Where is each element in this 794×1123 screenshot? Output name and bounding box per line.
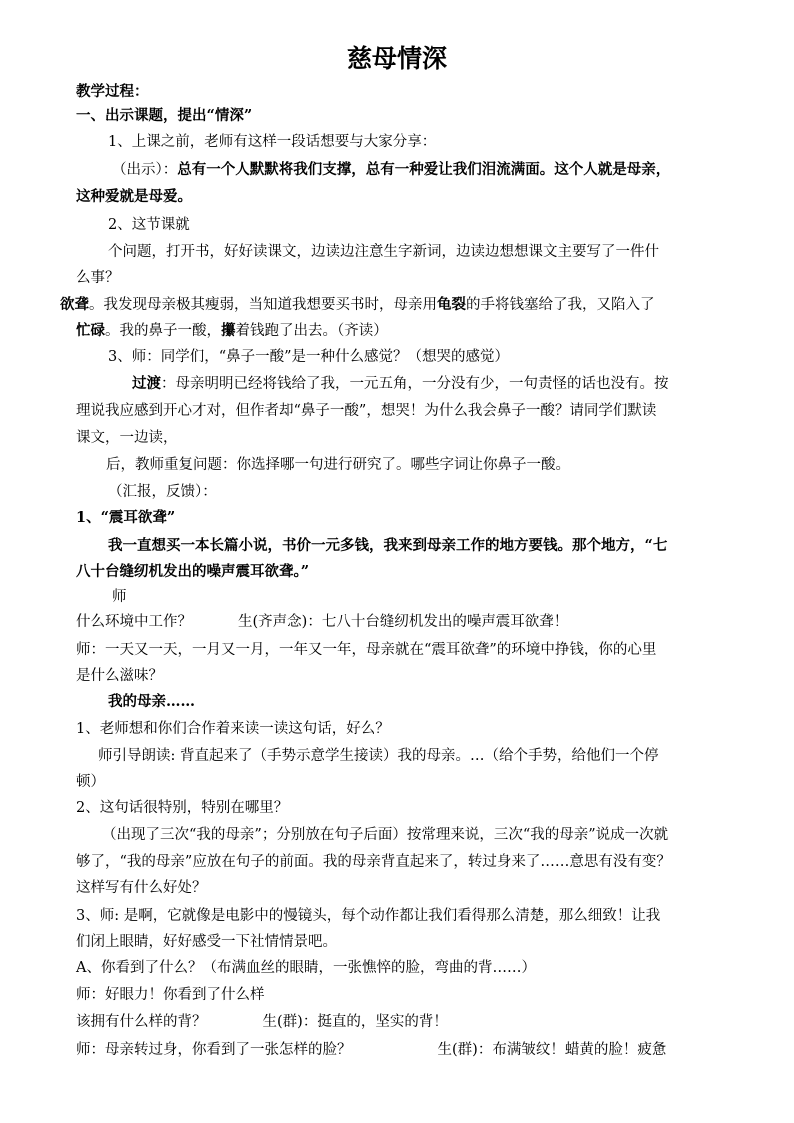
paragraph-line <box>132 374 669 394</box>
keyword: 忙碌 <box>76 322 105 339</box>
paragraph-line: 师引导朗读: 背直起来了（手势示意学生接读）我的母亲。…（给个手势，给他们一个停 <box>98 748 659 764</box>
paragraph-line: 我的母亲…… <box>108 693 195 710</box>
paragraph-line: 师：好眼力！你看到了什么样 <box>76 987 265 1003</box>
paragraph-line: 3、师: 是啊，它就像是电影中的慢镜头，每个动作都让我们看得那么清楚，那么细致！让我 <box>76 908 661 924</box>
paragraph-line <box>76 321 388 341</box>
text-span: 的手将钱塞给了我，又陷入了 <box>466 297 655 313</box>
paragraph-line: 么事？ <box>76 270 120 286</box>
document-title: 慈母情深 <box>346 44 447 73</box>
paragraph-line: 2、这句话很特别，特别在哪里？ <box>76 800 289 816</box>
prefix-label: 过渡 <box>132 375 161 392</box>
paragraph-line <box>76 1012 448 1032</box>
section-heading: 教学过程： <box>76 83 149 100</box>
paragraph-line: 1、上课之前，老师有这样一段话想要与大家分享： <box>108 134 437 150</box>
paragraph-line: 是什么滋味？ <box>76 668 163 684</box>
paragraph-line: 八十台缝纫机发出的噪声震耳欲聋。” <box>76 563 310 580</box>
paragraph-line: （出现了三次“我的母亲”；分别放在句子后面）按常理来说，三次“我的母亲”说成一次就 <box>102 827 669 843</box>
paragraph-line <box>112 160 670 180</box>
keyword: 攥 <box>221 322 236 339</box>
section-heading: 一、出示课题，提出“情深” <box>76 107 253 124</box>
paragraph-line: 1、老师想和你们合作着来读一读这句话，好么？ <box>76 721 390 737</box>
text-span: 着钱跑了出去。（齐读） <box>235 323 388 339</box>
text-span: 师：母亲转过身，你看到了一张怎样的脸？ <box>76 1042 352 1058</box>
paragraph-line: 我一直想买一本长篇小说，书价一元多钱，我来到母亲工作的地方要钱。那个地方，“七 <box>108 537 668 554</box>
paragraph-line: 们闭上眼睛，好好感受一下社情情景吧。 <box>76 934 337 950</box>
text-span: 生(群)：布满皱纹！蜡黄的脸！疲惫 <box>437 1042 667 1058</box>
paragraph-line: 后，教师重复问题：你选择哪一句进行研究了。哪些字词让你鼻子一酸。 <box>106 457 570 473</box>
paragraph-line: 顿） <box>76 774 105 790</box>
paragraph-line: 师：一天又一天，一月又一月，一年又一年，母亲就在“震耳欲聋”的环境中挣钱，你的心里 <box>76 642 657 658</box>
paragraph-line: 这样写有什么好处？ <box>76 880 207 896</box>
keyword: 欲聋 <box>60 296 89 313</box>
text-span: ：母亲明明已经将钱给了我，一元五角，一分没有少，一句责怪的话也没有。按 <box>161 376 669 392</box>
paragraph-line <box>76 1040 666 1060</box>
paragraph-line: 这种爱就是母爱。 <box>76 188 192 205</box>
paragraph-line: A、你看到了什么？（布满血丝的眼睛，一张憔悴的脸，弯曲的背……） <box>76 960 536 976</box>
text-span: 什么环境中工作？ <box>76 614 192 630</box>
paragraph-line: 2、这节课就 <box>108 217 190 233</box>
text-span: 该拥有什么样的背？ <box>76 1014 207 1030</box>
paragraph-line: 个问题，打开书，好好读课文，边读边注意生字新词，边读边想想课文主要写了一件什 <box>108 244 659 260</box>
section-heading: 1、“震耳欲聋” <box>76 509 176 526</box>
paragraph-line: 理说我应感到开心才对，但作者却“鼻子一酸”，想哭！为什么我会鼻子一酸？请同学们默读 <box>76 403 657 419</box>
prefix-label: （出示）： <box>112 162 178 178</box>
text-span: 生(群)：挺直的，坚实的背！ <box>262 1014 448 1030</box>
paragraph-line: 师 <box>112 589 127 605</box>
paragraph-line: 课文，一边读， <box>76 430 178 446</box>
keyword: 龟裂 <box>437 296 466 313</box>
text-span: 。我发现母亲极其瘦弱，当知道我想要买书时，母亲用 <box>89 297 437 313</box>
text-span: 。我的鼻子一酸， <box>105 323 221 339</box>
paragraph-line: （汇报，反馈）： <box>108 484 217 500</box>
paragraph-line <box>76 612 568 632</box>
paragraph-line: 够了，“我的母亲”应放在句子的前面。我的母亲背直起来了，转过身来了……意思有没有变？ <box>76 854 671 870</box>
paragraph-line <box>60 295 655 315</box>
paragraph-line: 3、师：同学们，“鼻子一酸”是一种什么感觉？（想哭的感觉） <box>108 349 510 365</box>
text-span: 生(齐声念)：七八十台缝纫机发出的噪声震耳欲聋！ <box>238 614 569 630</box>
quote-text: 总有一个人默默将我们支撑，总有一种爱让我们泪流满面。这个人就是母亲， <box>177 161 671 178</box>
